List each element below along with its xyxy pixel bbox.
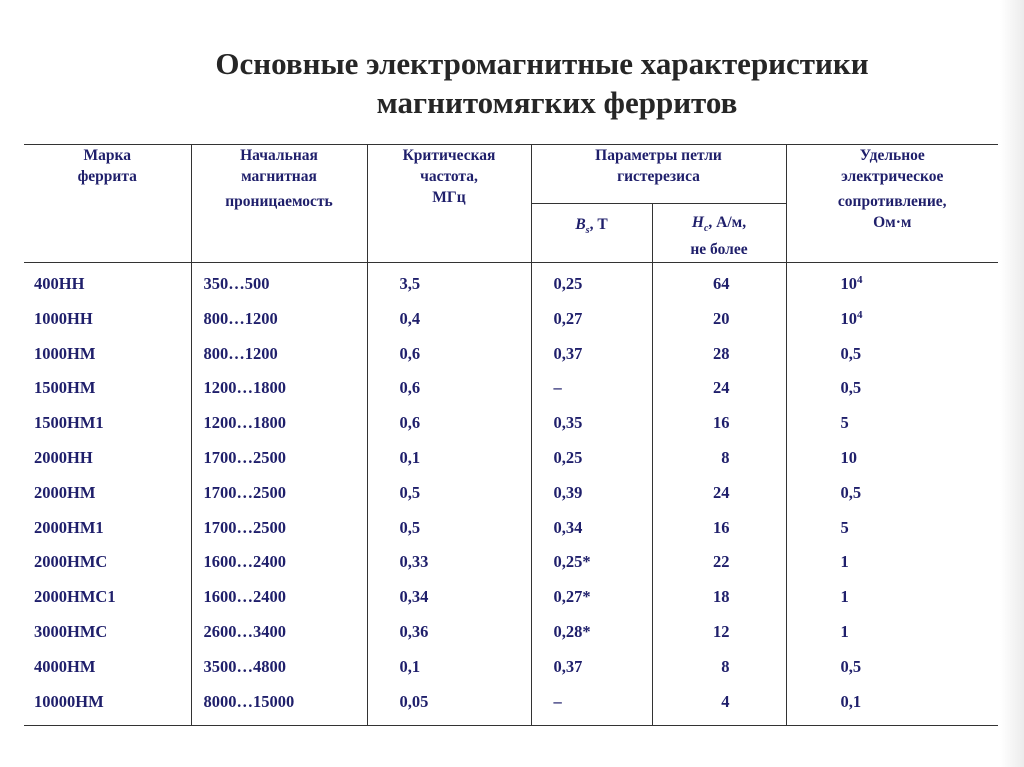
cell-frequency-value: 0,6 [399,378,421,398]
bs-subscript: s [585,225,590,237]
table-row [24,337,998,372]
cell-hc-value: 24 [713,482,730,502]
cell-frequency [367,685,531,726]
cell-hc [652,337,786,372]
cell-bs [531,511,652,546]
cell-mark [24,406,191,441]
cell-hc-value: 8 [721,447,730,467]
cell-mark-value: 10000НМ [34,691,104,711]
cell-permeability-value: 800…1200 [203,343,278,363]
cell-permeability-value: 8000…15000 [203,691,295,711]
cell-hc-value: 18 [713,587,730,607]
header-hc [652,204,786,263]
header-resistivity-line: сопротивление, [837,193,947,210]
hc-symbol: H [691,214,704,231]
cell-resistivity-value: 0,5 [840,482,862,502]
cell-permeability-value: 1700…2500 [203,517,286,537]
cell-resistivity-value: 0,1 [840,691,862,711]
cell-permeability [191,685,367,726]
header-mark-line: Марка [83,147,131,164]
cell-resistivity-exponent: 4 [857,274,863,286]
cell-permeability-value: 1600…2400 [203,552,286,572]
cell-mark [24,685,191,726]
cell-bs-value: 0,39 [553,482,583,502]
cell-resistivity-value: 0,5 [840,656,862,676]
cell-permeability [191,406,367,441]
cell-permeability [191,337,367,372]
ferrite-table [24,144,998,726]
header-frequency-line: частота, [420,168,478,185]
cell-bs-value: 0,37 [553,343,583,363]
cell-bs-value: 0,28* [553,621,591,641]
cell-mark [24,580,191,615]
cell-frequency-value: 0,33 [399,552,429,572]
cell-bs-value: 0,27 [553,308,583,328]
cell-hc [652,302,786,337]
cell-mark-value: 2000НМ [34,482,96,502]
cell-frequency-value: 0,5 [399,482,421,502]
header-bs-label [532,204,652,241]
cell-resistivity [786,685,998,726]
cell-mark [24,263,191,302]
cell-hc-value: 8 [721,656,730,676]
cell-mark-value: 2000НМС1 [34,587,116,607]
cell-bs [531,685,652,726]
cell-frequency-value: 0,05 [399,691,429,711]
cell-mark-value: 1000НМ [34,343,96,363]
cell-frequency [367,615,531,650]
cell-resistivity [786,337,998,372]
cell-resistivity [786,580,998,615]
cell-frequency [367,650,531,685]
cell-mark [24,511,191,546]
table-row [24,302,998,337]
table-row [24,545,998,580]
header-frequency-line: Критическая [402,147,496,164]
cell-resistivity-value: 0,5 [840,343,862,363]
header-resistivity [786,145,998,263]
cell-resistivity-exponent: 4 [857,308,863,321]
cell-mark [24,441,191,476]
cell-permeability-value: 1600…2400 [203,587,286,607]
cell-resistivity-value: 10 [840,447,857,467]
table-header [24,145,998,263]
header-resistivity-line: Ом·м [873,214,912,231]
cell-permeability [191,615,367,650]
header-resistivity-line: Удельное [859,147,925,164]
cell-resistivity-value: 1 [840,587,849,607]
cell-frequency-value: 0,5 [399,517,421,537]
cell-mark-value: 1500НМ1 [34,413,104,433]
cell-hc [652,476,786,511]
cell-frequency [367,476,531,511]
cell-hc [652,406,786,441]
cell-bs-value: 0,37 [553,656,583,676]
slide-title [0,44,1024,122]
cell-bs [531,302,652,337]
cell-resistivity [786,511,998,546]
cell-permeability [191,545,367,580]
cell-mark [24,476,191,511]
cell-permeability [191,650,367,685]
cell-bs-value: – [553,378,562,398]
cell-resistivity [786,615,998,650]
cell-bs-value: 0,25 [553,447,583,467]
cell-hc-value: 22 [713,552,730,572]
cell-bs-value: 0,35 [553,413,583,433]
cell-bs-value: 0,27* [553,587,591,607]
cell-frequency-value: 0,34 [399,587,429,607]
cell-bs-value: 0,25* [553,552,591,572]
table-row [24,476,998,511]
cell-resistivity [786,371,998,406]
header-hc-label [653,204,786,239]
header-hysteresis-line: гистерезиса [617,168,700,185]
cell-resistivity-value: 10 [840,274,857,293]
cell-frequency-value: 0,1 [399,447,421,467]
cell-bs [531,441,652,476]
cell-hc [652,441,786,476]
title-line-2: магнитомягких ферритов [376,85,738,120]
cell-permeability-value: 1200…1800 [203,378,286,398]
cell-resistivity [786,406,998,441]
table-row [24,263,998,302]
cell-resistivity-value: 5 [840,413,849,433]
table-row [24,406,998,441]
table-body [24,263,998,726]
header-hysteresis-line: Параметры петли [595,147,722,164]
cell-hc [652,545,786,580]
header-resistivity-line: электрическое [841,168,944,185]
cell-hc [652,263,786,302]
cell-bs-value: 0,34 [553,517,583,537]
cell-hc-value: 64 [713,274,730,293]
cell-permeability [191,511,367,546]
cell-resistivity [786,441,998,476]
cell-mark-value: 400НН [34,274,85,293]
cell-frequency [367,441,531,476]
cell-frequency-value: 0,4 [399,308,421,328]
cell-frequency [367,337,531,372]
cell-permeability [191,476,367,511]
cell-resistivity-value: 0,5 [840,378,862,398]
header-mark-line: феррита [77,168,137,185]
cell-mark-value: 1000НН [34,308,93,328]
cell-hc [652,650,786,685]
cell-mark-value: 2000НМ1 [34,517,104,537]
cell-resistivity [786,263,998,302]
cell-mark [24,545,191,580]
cell-resistivity [786,476,998,511]
cell-permeability-value: 350…500 [203,274,270,293]
header-bs [531,204,652,263]
hc-subscript: c [703,223,709,235]
cell-permeability-value: 1200…1800 [203,413,286,433]
cell-mark [24,337,191,372]
cell-frequency-value: 0,6 [399,413,421,433]
cell-resistivity [786,650,998,685]
table-row [24,685,998,726]
cell-hc [652,685,786,726]
header-frequency-line: МГц [432,189,466,206]
cell-mark [24,650,191,685]
header-mark [24,145,191,263]
cell-bs [531,476,652,511]
cell-permeability-value: 800…1200 [203,308,278,328]
cell-bs [531,263,652,302]
title-line-1: Основные электромагнитные характеристики [215,46,869,81]
table-row [24,650,998,685]
cell-hc-value: 16 [713,517,730,537]
cell-bs [531,615,652,650]
cell-frequency [367,263,531,302]
bs-symbol: B [575,216,586,233]
cell-bs [531,337,652,372]
cell-mark-value: 2000НН [34,447,93,467]
cell-bs-value: 0,25 [553,274,583,293]
cell-permeability [191,302,367,337]
cell-resistivity-value: 10 [840,308,857,328]
cell-bs [531,545,652,580]
cell-frequency-value: 0,1 [399,656,421,676]
cell-mark [24,615,191,650]
cell-permeability-value: 2600…3400 [203,621,286,641]
cell-hc-value: 12 [713,621,730,641]
hc-note: не более [690,241,748,259]
cell-hc-value: 28 [713,343,730,363]
cell-hc-value: 16 [713,413,730,433]
header-permeability-line: Начальная [240,147,318,164]
cell-hc [652,580,786,615]
cell-resistivity [786,302,998,337]
cell-mark-value: 1500НМ [34,378,96,398]
cell-frequency-value: 0,6 [399,343,421,363]
table-row [24,511,998,546]
cell-permeability [191,580,367,615]
header-permeability-line: проницаемость [225,193,333,210]
cell-resistivity [786,545,998,580]
cell-resistivity-value: 1 [840,621,849,641]
hc-unit: , А/м, [708,214,747,231]
cell-frequency-value: 3,5 [399,274,421,293]
cell-hc [652,371,786,406]
cell-resistivity-value: 1 [840,552,849,572]
cell-frequency [367,580,531,615]
table-row [24,371,998,406]
cell-hc-value: 4 [721,691,730,711]
header-hysteresis [531,145,786,204]
cell-permeability-value: 3500…4800 [203,656,286,676]
cell-mark [24,302,191,337]
table-row [24,580,998,615]
cell-permeability-value: 1700…2500 [203,482,286,502]
cell-permeability [191,441,367,476]
cell-frequency [367,545,531,580]
cell-bs [531,371,652,406]
cell-permeability [191,371,367,406]
cell-frequency-value: 0,36 [399,621,429,641]
table-row [24,441,998,476]
cell-mark-value: 3000НМС [34,621,108,641]
cell-bs [531,580,652,615]
cell-mark [24,371,191,406]
table-row [24,615,998,650]
cell-hc-value: 20 [713,308,730,328]
cell-frequency [367,406,531,441]
header-frequency [367,145,531,263]
cell-bs [531,406,652,441]
cell-frequency [367,511,531,546]
cell-mark-value: 2000НМС [34,552,108,572]
cell-hc [652,511,786,546]
cell-hc [652,615,786,650]
header-permeability [191,145,367,263]
cell-permeability [191,263,367,302]
cell-mark-value: 4000НМ [34,656,96,676]
cell-frequency [367,302,531,337]
cell-permeability-value: 1700…2500 [203,447,286,467]
bs-unit: , Т [589,216,608,233]
cell-bs-value: – [553,691,562,711]
header-permeability-line: магнитная [241,168,317,185]
cell-bs [531,650,652,685]
cell-frequency [367,371,531,406]
cell-resistivity-value: 5 [840,517,849,537]
cell-hc-value: 24 [713,378,730,398]
